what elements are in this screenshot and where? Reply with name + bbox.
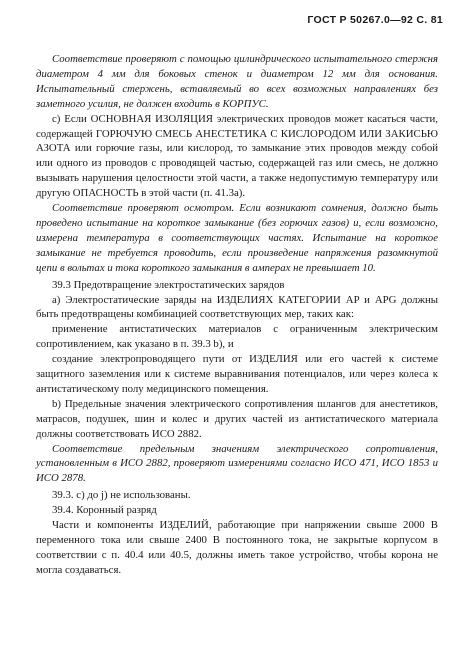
- paragraph-clause-a: a) Электростатические заряды на ИЗДЕЛИЯХ КАТЕГОРИИ AP и APG должны быть предотвращены комбинацией соответствующих мер, таких как:: [36, 293, 438, 321]
- paragraph-compliance-test-rod: Соответствие проверяют с помощью цилиндрического испытательного стержня диаметром 4 мм для боковых стенок и диаметром 12 мм для основания. Испытательный стержень, вставляемый во всех возможных направлениях без заметного усилия, не должен входить в КОРПУС.: [36, 53, 438, 110]
- page-header: ГОСТ Р 50267.0—92 С. 81: [307, 14, 443, 26]
- paragraph-corona: Части и компоненты ИЗДЕЛИЙ, работающие при напряжении свыше 2000 В переменного тока или свыше 2400 В постоянного тока, не закрытые корпусом в соответствии с п. 40.4 или 40.5, должны иметь такое устройство, чтобы корона не могла создаваться.: [36, 519, 438, 576]
- document-body: [36, 52, 438, 578]
- paragraph-compliance-inspection: Соответствие проверяют осмотром. Если возникают сомнения, должно быть проведено испытание на короткое замыкание (без горючих газов) и, если возможно, измерена температура в соответствующих частях. Испытание на короткое замыкание не требуется проводить, если произведение напряжения разомкнутой цепи в вольтах и тока короткого замыкания в амперах не превышает 10.: [36, 202, 438, 274]
- paragraph-clause-b: b) Предельные значения электрического сопротивления шлангов для анестетиков, матрасов, подушек, шин и колес и других частей из антистатического материала должны соответствовать ИСО 2882.: [36, 397, 438, 440]
- paragraph-not-used: 39.3. с) до j) не использованы.: [52, 489, 191, 502]
- paragraph-compliance-resistance: Соответствие предельным значениям электрического сопротивления, установленным в ИСО 2882, проверяют измерениями согласно ИСО 471, ИСО 1853 и ИСО 2878.: [36, 442, 438, 485]
- paragraph-antistatic-materials: применение антистатических материалов с ограниченным электрическим сопротивлением, как указано в п. 39.3 b), и: [36, 323, 438, 351]
- section-heading-39-3: 39.3 Предотвращение электростатических зарядов: [52, 278, 285, 291]
- section-heading-39-4: 39.4. Коронный разряд: [52, 504, 157, 517]
- paragraph-conductive-path: создание электропроводящего пути от ИЗДЕЛИЯ или его частей к системе защитного заземления или к системе выравнивания потенциалов, или через колеса к антистатическому полу медицинского помещения.: [36, 353, 438, 395]
- paragraph-clause-c: с) Если ОСНОВНАЯ ИЗОЛЯЦИЯ электрических проводов может касаться части, содержащей ГОРЮЧУЮ СМЕСЬ АНЕСТЕТИКА С КИСЛОРОДОМ ИЛИ ЗАКИСЬЮ АЗОТА или горючие газы, или кислород, то замыкание этих проводов между собой или одного из проводов с проводящей частью, содержащей газ или смесь, не должно вызывать нарушения целостности этой части, а также недопустимую температуру или другую ОПАСНОСТЬ в этой части (п. 41.3а).: [36, 112, 438, 200]
